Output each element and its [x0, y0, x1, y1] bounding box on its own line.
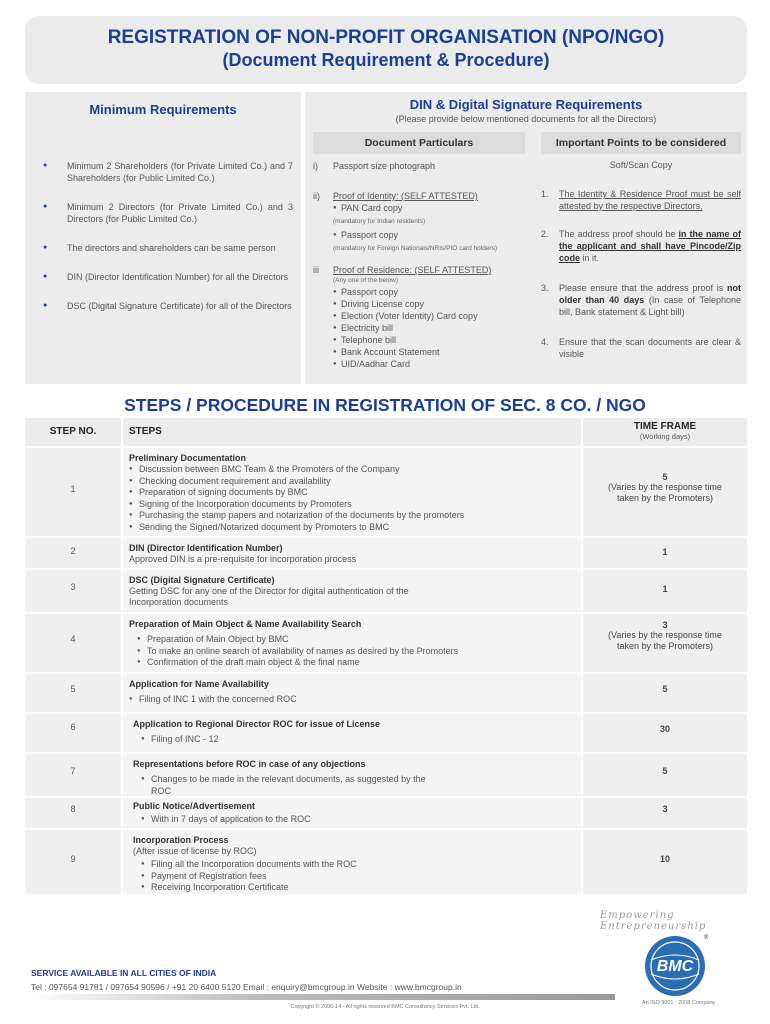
- doc-identity: ii) Proof of Identity: (SELF ATTESTED) ● PAN Card copy (mandatory for Indian residents) ● Passport copy (mandatory for Foreign Nationals/NRIs/PIO card holders): [313, 190, 533, 254]
- list-item: ● DSC (Digital Signature Certificate) for all of the Directors: [41, 300, 293, 312]
- doc-residence: iii Proof of Residence: (SELF ATTESTED) (Any one of the below) ● Passport copy ● Driving License copy ● Election (Voter Identity) Card copy ● Electricity bill ● Telephone bill ● Bank Account Statement ● UID/Aadhar Card: [313, 264, 533, 370]
- doc-photo: i) Passport size photograph: [313, 161, 436, 171]
- step-content: Application for Name Availability ● Filing of INC 1 with the concerned ROC: [123, 674, 581, 712]
- point-3: 3. Please ensure that the address proof is not older than 40 days (In case of Telephone bill, Bank statement & Light bill): [541, 283, 741, 317]
- list-item: ● Minimum 2 Shareholders (for Private Limited Co.) and 7 Shareholders (for Public Limited Co.): [41, 160, 293, 184]
- step-number: 9: [25, 830, 121, 894]
- table-row: [25, 754, 747, 796]
- step-number: 4: [25, 614, 121, 672]
- step-content: DIN (Director Identification Number) Approved DIN is a pre-requisite for incorporation process: [123, 538, 581, 568]
- list-item: ● Minimum 2 Directors (for Private Limited Co.) and 3 Directors (for Public Limited Co.): [41, 201, 293, 225]
- list-item: ● Passport copy: [333, 286, 533, 298]
- step-content: Preliminary Documentation ● Discussion between BMC Team & the Promoters of the Company ● Checking document requirement and availability ● Preparation of signing documents by BMC ● Signing of the Incorporation documents by Promoters ● Purchasing the stamp papers and notarization of the documents by the promoters ● Sending the Signed/Notarized document by Promoters to BMC: [123, 448, 581, 536]
- list-item: ● Electricity bill: [333, 322, 533, 334]
- table-row: [25, 538, 747, 568]
- steps-header: STEPS: [123, 418, 581, 446]
- step-number: 1: [25, 448, 121, 536]
- point-1: 1. The Identity & Residence Proof must be self attested by the respective Directors.: [541, 189, 741, 211]
- list-item: ● Bank Account Statement: [333, 346, 533, 358]
- tagline: Empowering Entrepreneurship: [600, 910, 707, 932]
- soft-copy-note: Soft/Scan Copy: [609, 160, 673, 170]
- service-note: SERVICE AVAILABLE IN ALL CITIES OF INDIA: [31, 968, 217, 978]
- logo-text: BMC: [656, 958, 694, 975]
- list-item: ● Election (Voter Identity) Card copy: [333, 310, 533, 322]
- table-row: [25, 448, 747, 536]
- din-title: DIN & Digital Signature Requirements: [409, 97, 643, 112]
- time-frame: 1: [583, 538, 747, 568]
- minimum-requirements-list: [41, 160, 293, 329]
- table-row: [25, 830, 747, 894]
- step-no-header: STEP NO.: [25, 418, 121, 446]
- time-frame: 5: [583, 754, 747, 796]
- din-subtitle: (Please provide below mentioned documents for all the Directors): [395, 114, 657, 124]
- table-row: [25, 570, 747, 612]
- table-row: [25, 614, 747, 672]
- time-frame: 5 (Varies by the response time taken by the Promoters): [583, 448, 747, 536]
- point-2: 2. The address proof should be in the name of the applicant and shall have Pincode/Zip code in it.: [541, 229, 742, 263]
- steps-title: STEPS / PROCEDURE IN REGISTRATION OF SEC. 8 CO. / NGO: [124, 395, 646, 415]
- bmc-logo-icon: [640, 930, 710, 1000]
- contact-info: Tel : 097654 91781 / 097654 90596 / +91 20 6400 5120 Email : enquiry@bmcgroup.in Website : www.bmcgroup.in: [31, 982, 462, 992]
- table-row: [25, 714, 747, 752]
- svg-text:®: ®: [704, 935, 709, 941]
- page-subtitle: (Document Requirement & Procedure): [222, 50, 550, 70]
- time-frame: 30: [583, 714, 747, 752]
- table-row: [25, 798, 747, 828]
- time-frame: 3 (Varies by the response time taken by the Promoters): [583, 614, 747, 672]
- time-frame: 10: [583, 830, 747, 894]
- iso-note: An ISO 9001 : 2008 Company: [642, 1000, 716, 1006]
- document-particulars-header: Document Particulars: [313, 132, 525, 154]
- list-item: ● The directors and shareholders can be same person: [41, 242, 293, 254]
- time-frame: 1: [583, 570, 747, 612]
- requirements-section: [25, 92, 747, 384]
- step-content: Application to Regional Director ROC for issue of License ● Filing of INC - 12: [123, 714, 581, 752]
- step-number: 5: [25, 674, 121, 712]
- step-number: 3: [25, 570, 121, 612]
- step-number: 2: [25, 538, 121, 568]
- step-content: Preparation of Main Object & Name Availability Search ● Preparation of Main Object by BMC ● To make an online search of availability of names as desired by the Promoters ● Confirmation of the draft main object & the final name: [123, 614, 581, 672]
- minimum-requirements-panel: [25, 92, 301, 384]
- step-number: 7: [25, 754, 121, 796]
- list-item: ● DIN (Director Identification Number) for all the Directors: [41, 271, 293, 283]
- footer-divider: [25, 994, 615, 1000]
- step-content: DSC (Digital Signature Certificate) Getting DSC for any one of the Director for digital authentication of the Incorporation documents: [123, 570, 581, 612]
- document-particulars-list: [313, 160, 533, 370]
- din-dsc-panel: [305, 92, 747, 384]
- step-content: Public Notice/Advertisement ● With in 7 days of application to the ROC: [123, 798, 581, 828]
- list-item: ● UID/Aadhar Card: [333, 358, 533, 370]
- time-frame: 3: [583, 798, 747, 828]
- important-points-header: Important Points to be considered: [541, 132, 741, 154]
- list-item: ● Telephone bill: [333, 334, 533, 346]
- copyright: Copyright © 2006-14 - All rights reserved BMC Consultancy Services Pvt. Ltd.: [290, 1004, 480, 1010]
- minimum-requirements-title: Minimum Requirements: [89, 102, 237, 117]
- point-4: 4. Ensure that the scan documents are clear & visible: [541, 337, 741, 359]
- header-banner: [25, 16, 747, 84]
- step-number: 8: [25, 798, 121, 828]
- table-row: [25, 674, 747, 712]
- step-content: Incorporation Process (After issue of license by ROC) ● Filing all the Incorporation documents with the ROC ● Payment of Registration fees ● Receiving Incorporation Certificate: [123, 830, 581, 894]
- time-frame: 5: [583, 674, 747, 712]
- page-title: REGISTRATION OF NON-PROFIT ORGANISATION (NPO/NGO): [107, 27, 665, 48]
- step-content: Representations before ROC in case of any objections ● Changes to be made in the relevant documents, as suggested by the ROC: [123, 754, 581, 796]
- important-points-list: [541, 160, 741, 360]
- list-item: ● Driving License copy: [333, 298, 533, 310]
- time-frame-header: TIME FRAME (Working days): [583, 418, 747, 446]
- step-number: 6: [25, 714, 121, 752]
